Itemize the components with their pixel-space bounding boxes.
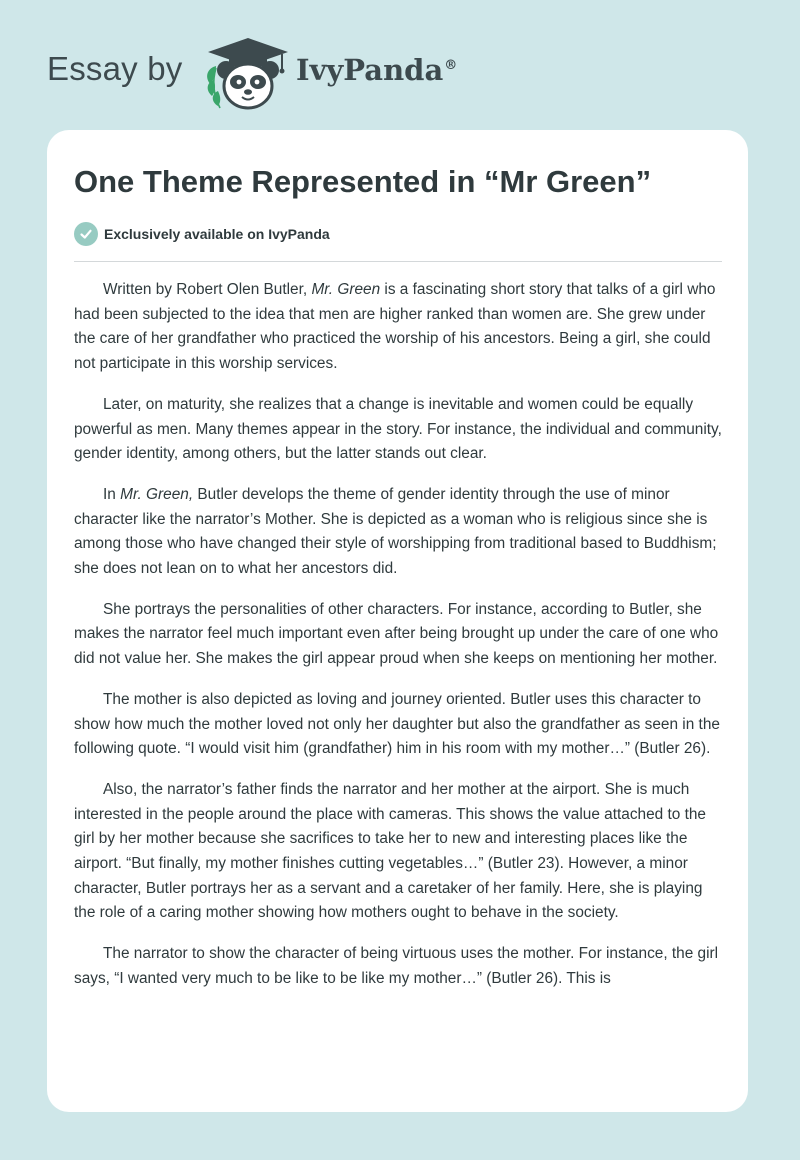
article-card [47, 130, 748, 1112]
page-title: One Theme Represented in “Mr Green” [74, 164, 652, 199]
panda-logo-icon[interactable] [202, 36, 294, 112]
paragraph [74, 278, 722, 377]
paragraph-text: is a fascinating short story that talks of a girl who had been subjected to the idea that men are higher ranked than women are. She grew under the care of her grandfather who practiced the worship of his ancestors. Being a girl, she could not participate in this worship services. [74, 281, 716, 373]
paragraph-text: The mother is also depicted as loving and journey oriented. Butler uses this character to show how much the mother loved not only her daughter but also the grandfather as seen in the following quote. “I would visit him (grandfather) him in his room with my mother…” (Butler 26). [74, 690, 720, 758]
paragraph-text: Also, the narrator’s father finds the narrator and her mother at the airport. She is much interested in the people around the place with cameras. This shows the value attached to the girl by her mother because she sacrifices to take her to new and interesting places like the airport. “But finally, my mother finishes cutting vegetables…” (Butler 23). However, a minor character, Butler portrays her as a servant and a caretaker of her family. Here, she is playing the role of a caring mother showing how mothers ought to behave in the society. [74, 780, 706, 922]
paragraph-text: Written by Robert Olen Butler, [103, 281, 312, 298]
site-header [0, 0, 800, 130]
paragraph [74, 778, 722, 926]
paragraph [74, 393, 722, 467]
exclusive-badge [74, 222, 330, 246]
article-body [74, 278, 722, 1008]
paragraph [74, 598, 722, 672]
paragraph-text: The narrator to show the character of being virtuous uses the mother. For instance, the girl says, “I wanted very much to be like to be like my mother…” (Butler 26). This is [74, 945, 719, 987]
paragraph [74, 688, 722, 762]
paragraph-text: She portrays the personalities of other characters. For instance, according to Butler, she makes the narrator feel much important even after being brought up under the care of one who did not value her. She makes the girl appear proud when she keeps on mentioning her mother. [74, 600, 719, 668]
essay-by-label: Essay by [47, 50, 183, 87]
badge-text: Exclusively available on IvyPanda [104, 226, 330, 242]
check-icon [74, 222, 98, 246]
paragraph [74, 942, 722, 991]
registered-mark: ® [444, 58, 458, 74]
paragraph-text: Later, on maturity, she realizes that a change is inevitable and women could be equally powerful as men. Many themes appear in the story. For instance, the individual and community, gender identity, among others, but the latter stands out clear. [74, 395, 722, 463]
paragraph-text: In [103, 485, 121, 503]
divider [74, 261, 722, 262]
italic-title: Mr. Green, [120, 485, 194, 503]
brand-name[interactable]: IvyPanda® [296, 53, 458, 87]
italic-title: Mr. Green [311, 281, 381, 298]
paragraph-text: Butler develops the theme of gender identity through the use of minor character like the narrator’s Mother. She is depicted as a woman who is religious since she is among those who have changed their style of worshipping from traditional based to Buddhism; she does not lean on to what her ancestors did. [74, 485, 717, 578]
paragraph [74, 483, 722, 582]
